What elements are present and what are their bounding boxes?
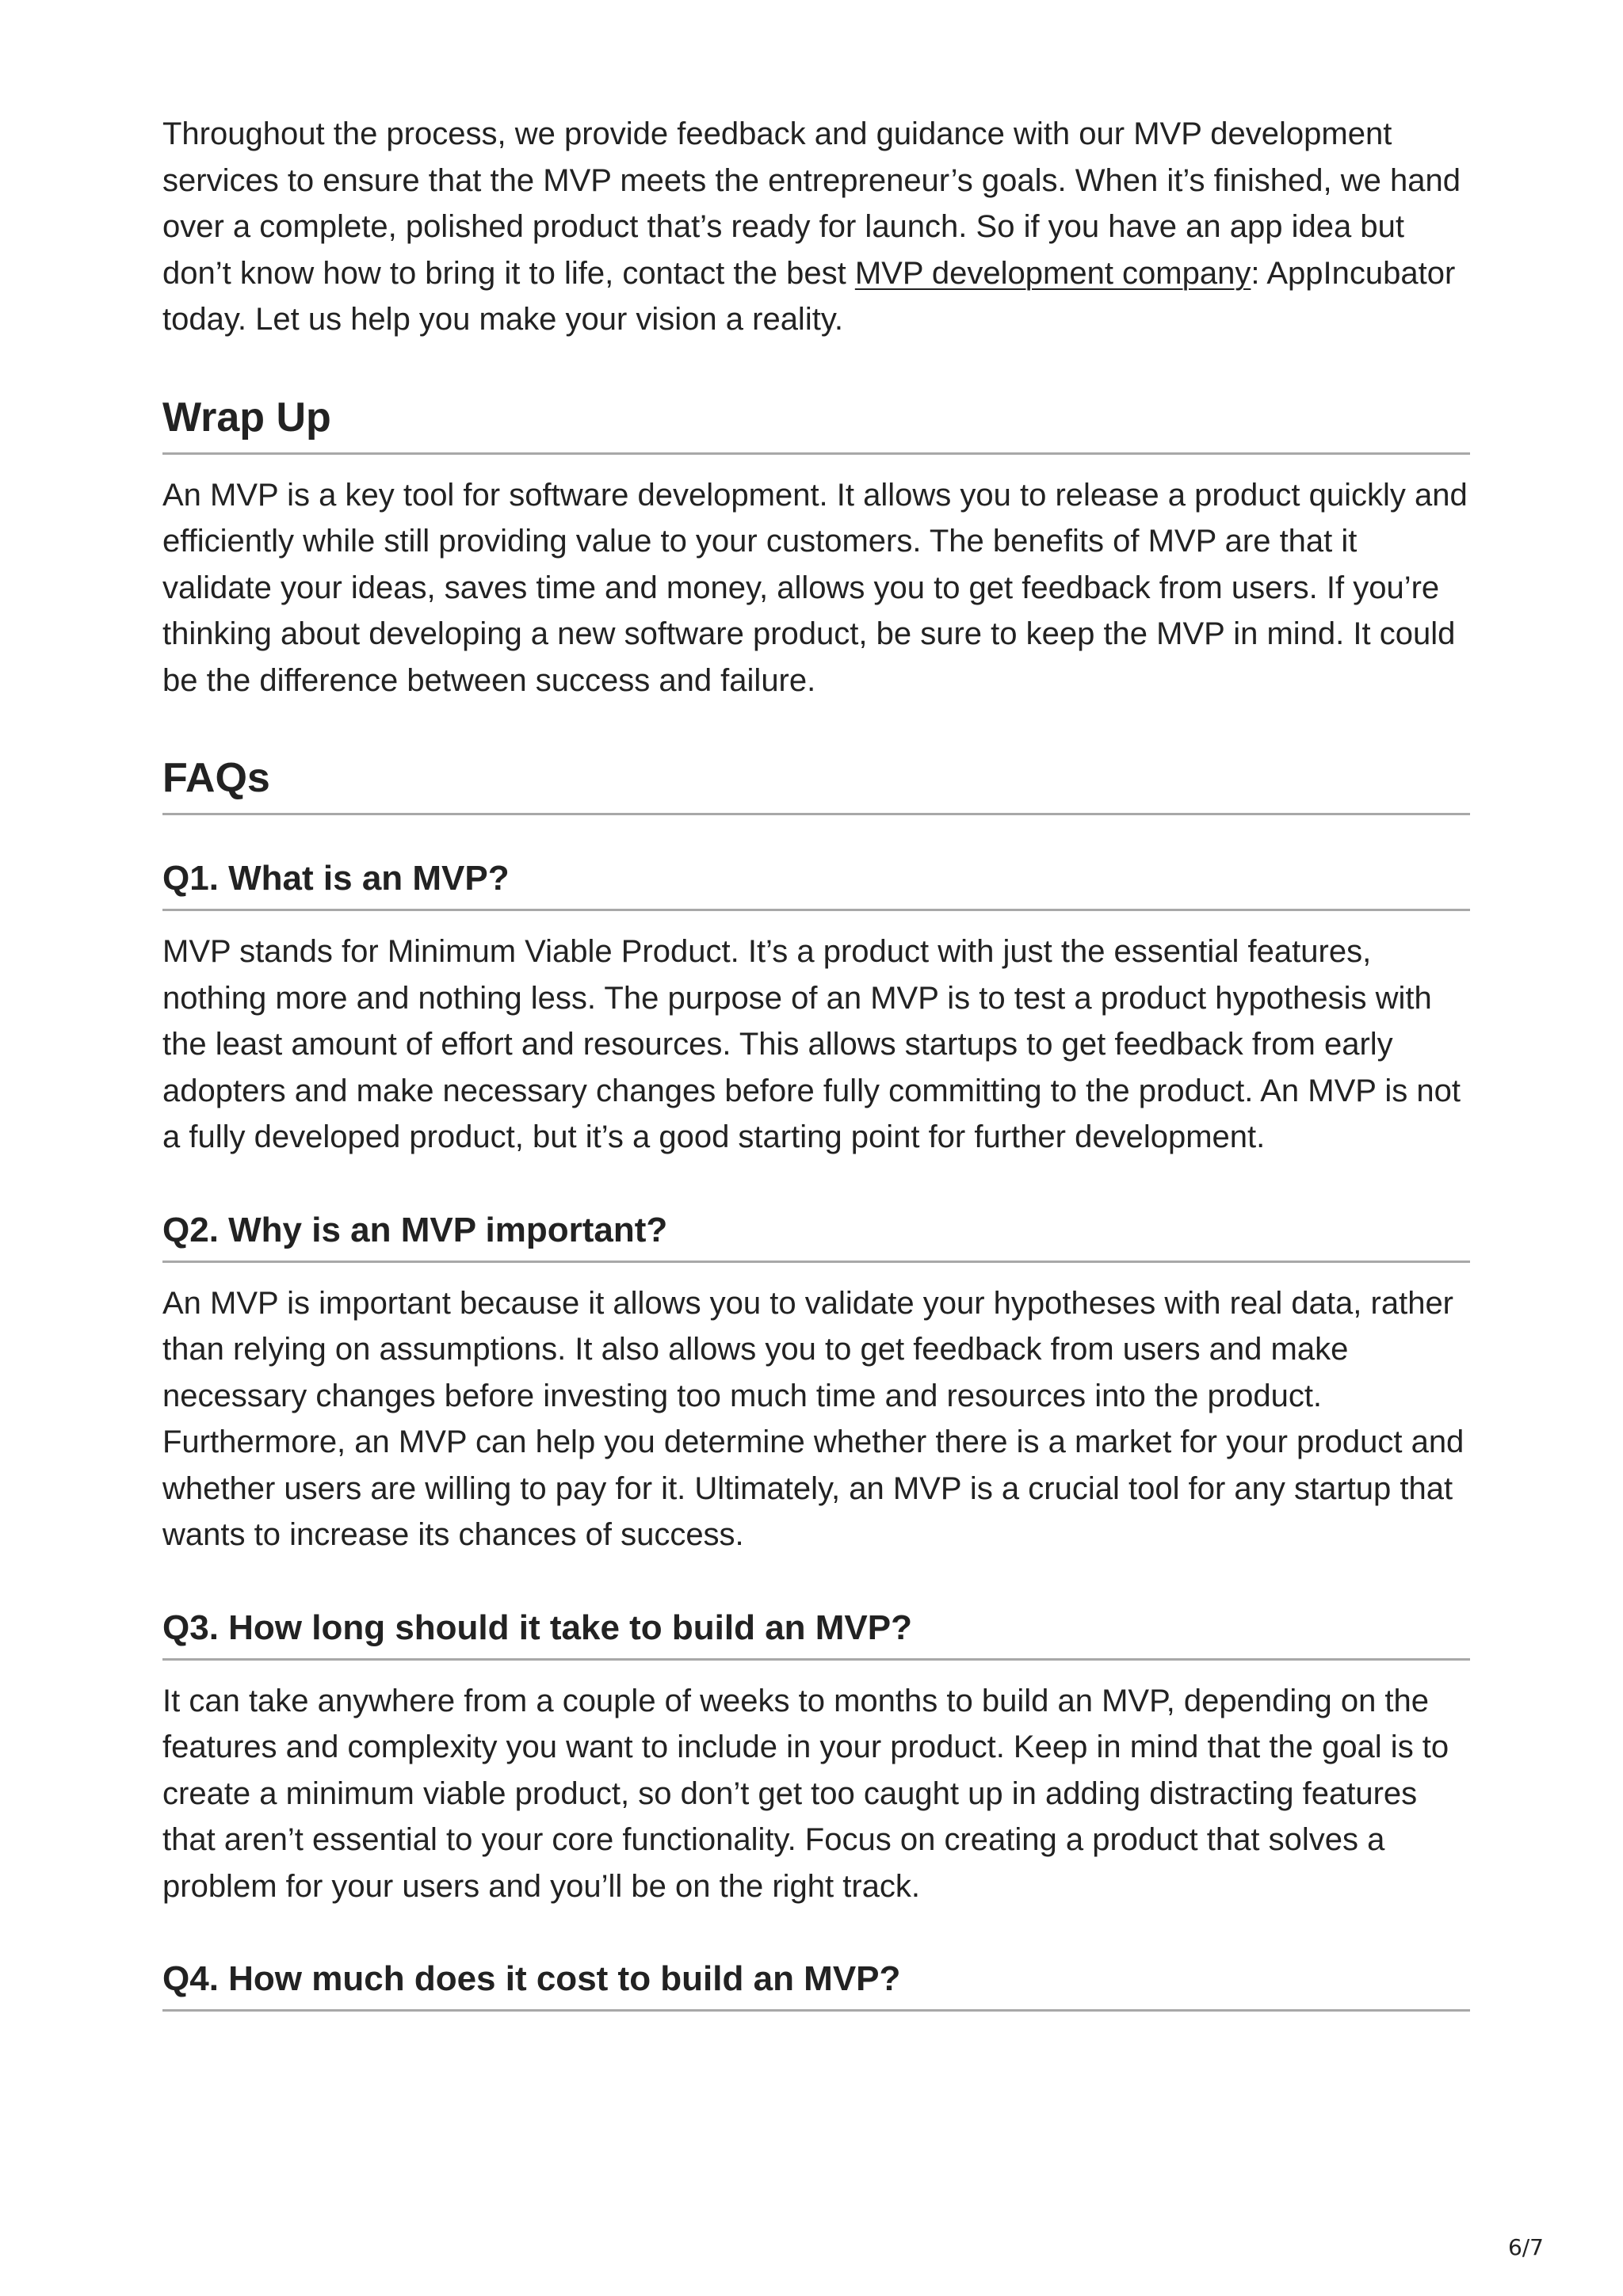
faq-answer-q3: It can take anywhere from a couple of weeks to months to build an MVP, depending on the features and complexity you want to include in your product. Keep in mind that the goal is to create a minimum viable product, so don’t get too caught up in adding distracting features that aren’t essential to your core functionality. Focus on creating a product that solves a problem for your users and you’ll be on the right track.	[162, 1683, 1449, 1904]
intro-text-after-link: : AppIncubator today. Let us help you make your vision a reality.	[162, 255, 1456, 337]
intro-paragraph	[162, 111, 1470, 343]
mvp-development-company-link[interactable]: MVP development company	[854, 255, 1251, 291]
page-number: 6/7	[1507, 2234, 1544, 2260]
faq-question-q1: Q1. What is an MVP?	[162, 855, 1470, 911]
faq-question-q2: Q2. Why is an MVP important?	[162, 1207, 1470, 1263]
intro-text-before-link: Throughout the process, we provide feedback and guidance with our MVP development services to ensure that the MVP meets the entrepreneur’s goals. When it’s finished, we hand over a complete, polished product that’s ready for launch. So if you have an app idea but don’t know how to bring it to life, contact the best	[162, 116, 1461, 291]
wrap-up-heading: Wrap Up	[162, 389, 1470, 455]
faq-question-q4: Q4. How much does it cost to build an MVP?	[162, 1955, 1470, 2012]
faq-answer-q2: An MVP is important because it allows you to validate your hypotheses with real data, rather than relying on assumptions. It also allows you to get feedback from users and make necessary changes before investing too much time and resources into the product. Furthermore, an MVP can help you determine whether there is a market for your product and whether users are willing to pay for it. Ultimately, an MVP is a crucial tool for any startup that wants to increase its chances of success.	[162, 1285, 1465, 1552]
document-page	[162, 111, 1470, 2012]
wrap-up-paragraph: An MVP is a key tool for software development. It allows you to release a product quickly and efficiently while still providing value to your customers. The benefits of MVP are that it validate your ideas, saves time and money, allows you to get feedback from users. If you’re thinking about developing a new software product, be sure to keep the MVP in mind. It could be the difference between success and failure.	[162, 477, 1468, 698]
faq-answer-q1: MVP stands for Minimum Viable Product. It’s a product with just the essential features, nothing more and nothing less. The purpose of an MVP is to test a product hypothesis with the least amount of effort and resources. This allows startups to get feedback from early adopters and make necessary changes before fully committing to the product. An MVP is not a fully developed product, but it’s a good starting point for further development.	[162, 934, 1461, 1154]
faq-question-q3: Q3. How long should it take to build an MVP?	[162, 1604, 1470, 1661]
faqs-heading: FAQs	[162, 749, 1470, 815]
